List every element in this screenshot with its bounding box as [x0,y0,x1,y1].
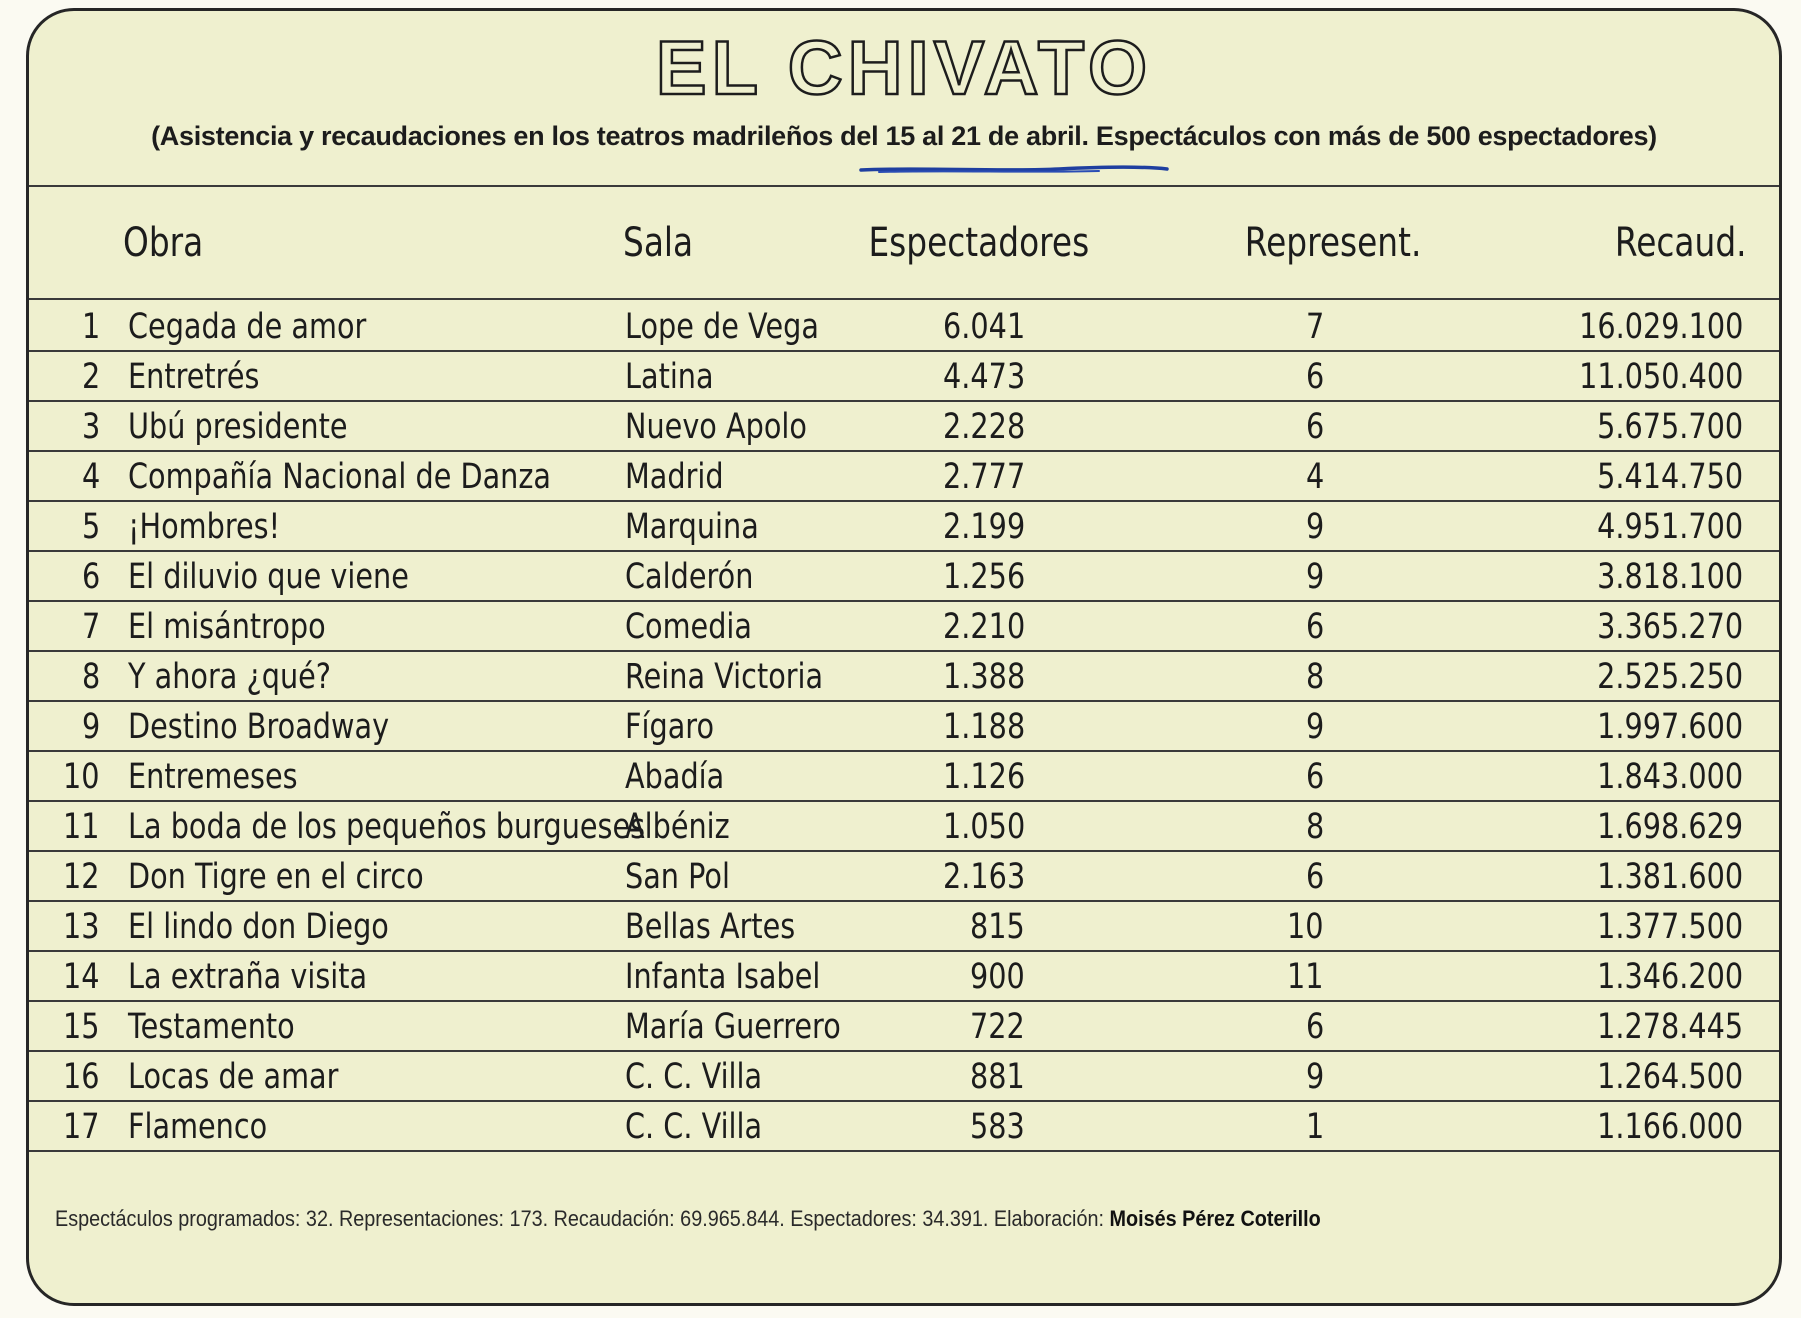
cell-represent: 4 [1305,457,1324,497]
cell-recaud: 3.818.100 [1596,557,1743,597]
cell-espectadores: 881 [970,1057,1025,1097]
table-row [29,850,1779,902]
column-header-obra: Obra [123,220,204,266]
cell-obra: Entremeses [128,757,298,797]
cell-represent: 9 [1305,507,1324,547]
cell-n: 15 [63,1007,100,1047]
cell-represent: 10 [1287,907,1324,947]
cell-sala: C. C. Villa [625,1057,763,1097]
cell-represent: 1 [1305,1107,1324,1147]
table-row [29,500,1779,552]
cell-n: 9 [81,707,100,747]
cell-represent: 11 [1287,957,1324,997]
cell-n: 16 [63,1057,100,1097]
cell-recaud: 1.377.500 [1596,907,1743,947]
cell-represent: 8 [1305,807,1324,847]
cell-obra: Flamenco [128,1107,268,1147]
table-row [29,1050,1779,1102]
cell-obra: Y ahora ¿qué? [128,657,332,697]
cell-sala: Comedia [625,607,752,647]
cell-represent: 6 [1305,757,1324,797]
cell-represent: 6 [1305,1007,1324,1047]
table-row [29,600,1779,652]
cell-espectadores: 4.473 [942,357,1025,397]
cell-obra: El lindo don Diego [128,907,389,947]
cell-obra: Testamento [128,1007,295,1047]
cell-espectadores: 815 [970,907,1025,947]
cell-recaud: 1.843.000 [1596,757,1743,797]
cell-recaud: 2.525.250 [1596,657,1743,697]
cell-n: 12 [63,857,100,897]
cell-sala: Nuevo Apolo [625,407,807,447]
column-header-sala: Sala [623,220,694,266]
table-row [29,350,1779,402]
cell-sala: Infanta Isabel [625,957,821,997]
pen-underline-mark [859,163,1169,175]
cell-sala: Fígaro [625,707,715,747]
table-row [29,450,1779,502]
cell-represent: 9 [1305,707,1324,747]
cell-espectadores: 2.228 [942,407,1025,447]
cell-represent: 7 [1305,307,1324,347]
cell-represent: 8 [1305,657,1324,697]
table-row [29,1100,1779,1152]
table-row [29,400,1779,452]
table-row [29,1000,1779,1052]
table-row [29,550,1779,602]
cell-obra: El misántropo [128,607,326,647]
cell-obra: Entretrés [128,357,260,397]
cell-espectadores: 900 [970,957,1025,997]
cell-represent: 9 [1305,557,1324,597]
cell-recaud: 1.166.000 [1596,1107,1743,1147]
table-row [29,900,1779,952]
cell-obra: Locas de amar [128,1057,339,1097]
cell-obra: La boda de los pequeños burgueses [128,807,646,847]
footer-summary [55,1208,1321,1230]
cell-sala: Reina Victoria [625,657,824,697]
cell-obra: Compañía Nacional de Danza [128,457,552,497]
cell-n: 1 [81,307,100,347]
chivato-card [26,8,1782,1306]
cell-recaud: 1.278.445 [1596,1007,1743,1047]
cell-n: 3 [81,407,100,447]
cell-recaud: 1.381.600 [1596,857,1743,897]
cell-represent: 6 [1305,607,1324,647]
cell-sala: C. C. Villa [625,1107,763,1147]
cell-sala: Bellas Artes [625,907,796,947]
cell-espectadores: 722 [970,1007,1025,1047]
page-subtitle: (Asistencia y recaudaciones en los teatros madrileños del 15 al 21 de abril. Espectáculos con más de 500 espectadores) [151,121,1657,151]
cell-obra: El diluvio que viene [128,557,409,597]
cell-obra: Don Tigre en el circo [128,857,424,897]
cell-n: 14 [63,957,100,997]
cell-recaud: 1.264.500 [1596,1057,1743,1097]
cell-espectadores: 1.388 [942,657,1025,697]
cell-sala: Latina [625,357,714,397]
cell-recaud: 3.365.270 [1596,607,1743,647]
cell-represent: 6 [1305,407,1324,447]
cell-n: 2 [81,357,100,397]
cell-sala: San Pol [625,857,730,897]
cell-espectadores: 2.210 [942,607,1025,647]
table-row [29,650,1779,702]
cell-recaud: 11.050.400 [1578,357,1743,397]
cell-sala: Abadía [625,757,725,797]
cell-obra: ¡Hombres! [128,507,281,547]
column-header-espectadores: Espectadores [868,220,1089,266]
cell-n: 17 [63,1107,100,1147]
table-row [29,300,1779,352]
cell-espectadores: 583 [970,1107,1025,1147]
table-row [29,950,1779,1002]
column-header-recaud: Recaud. [1615,220,1747,266]
cell-sala: Lope de Vega [625,307,819,347]
cell-espectadores: 1.050 [942,807,1025,847]
page-title: EL CHIVATO [655,26,1153,111]
cell-espectadores: 2.199 [942,507,1025,547]
table-row [29,750,1779,802]
cell-espectadores: 1.256 [942,557,1025,597]
cell-n: 6 [81,557,100,597]
cell-espectadores: 2.163 [942,857,1025,897]
header-top-rule [29,185,1779,187]
cell-sala: Calderón [625,557,754,597]
table-row [29,800,1779,852]
cell-represent: 6 [1305,357,1324,397]
cell-n: 11 [63,807,100,847]
cell-represent: 6 [1305,857,1324,897]
footer-text: Espectáculos programados: 32. Representaciones: 173. Recaudación: 69.965.844. Espectadores: 34.391. Elaboración: [55,1206,1110,1231]
cell-sala: Albéniz [625,807,730,847]
cell-recaud: 1.346.200 [1596,957,1743,997]
cell-n: 10 [63,757,100,797]
cell-recaud: 4.951.700 [1596,507,1743,547]
cell-recaud: 5.675.700 [1596,407,1743,447]
column-header-represent: Represent. [1244,220,1421,266]
footer-author: Moisés Pérez Coterillo [1109,1206,1321,1231]
cell-n: 13 [63,907,100,947]
cell-obra: Destino Broadway [128,707,390,747]
cell-recaud: 1.997.600 [1596,707,1743,747]
cell-n: 4 [81,457,100,497]
cell-recaud: 1.698.629 [1596,807,1743,847]
cell-represent: 9 [1305,1057,1324,1097]
cell-recaud: 16.029.100 [1578,307,1743,347]
cell-n: 5 [81,507,100,547]
cell-obra: La extraña visita [128,957,368,997]
cell-espectadores: 1.126 [942,757,1025,797]
cell-recaud: 5.414.750 [1596,457,1743,497]
cell-sala: Marquina [625,507,759,547]
table-row [29,700,1779,752]
cell-obra: Cegada de amor [128,307,367,347]
cell-espectadores: 2.777 [942,457,1025,497]
cell-n: 7 [81,607,100,647]
cell-n: 8 [81,657,100,697]
cell-sala: María Guerrero [625,1007,841,1047]
cell-espectadores: 1.188 [942,707,1025,747]
cell-espectadores: 6.041 [942,307,1025,347]
cell-sala: Madrid [625,457,724,497]
cell-obra: Ubú presidente [128,407,348,447]
